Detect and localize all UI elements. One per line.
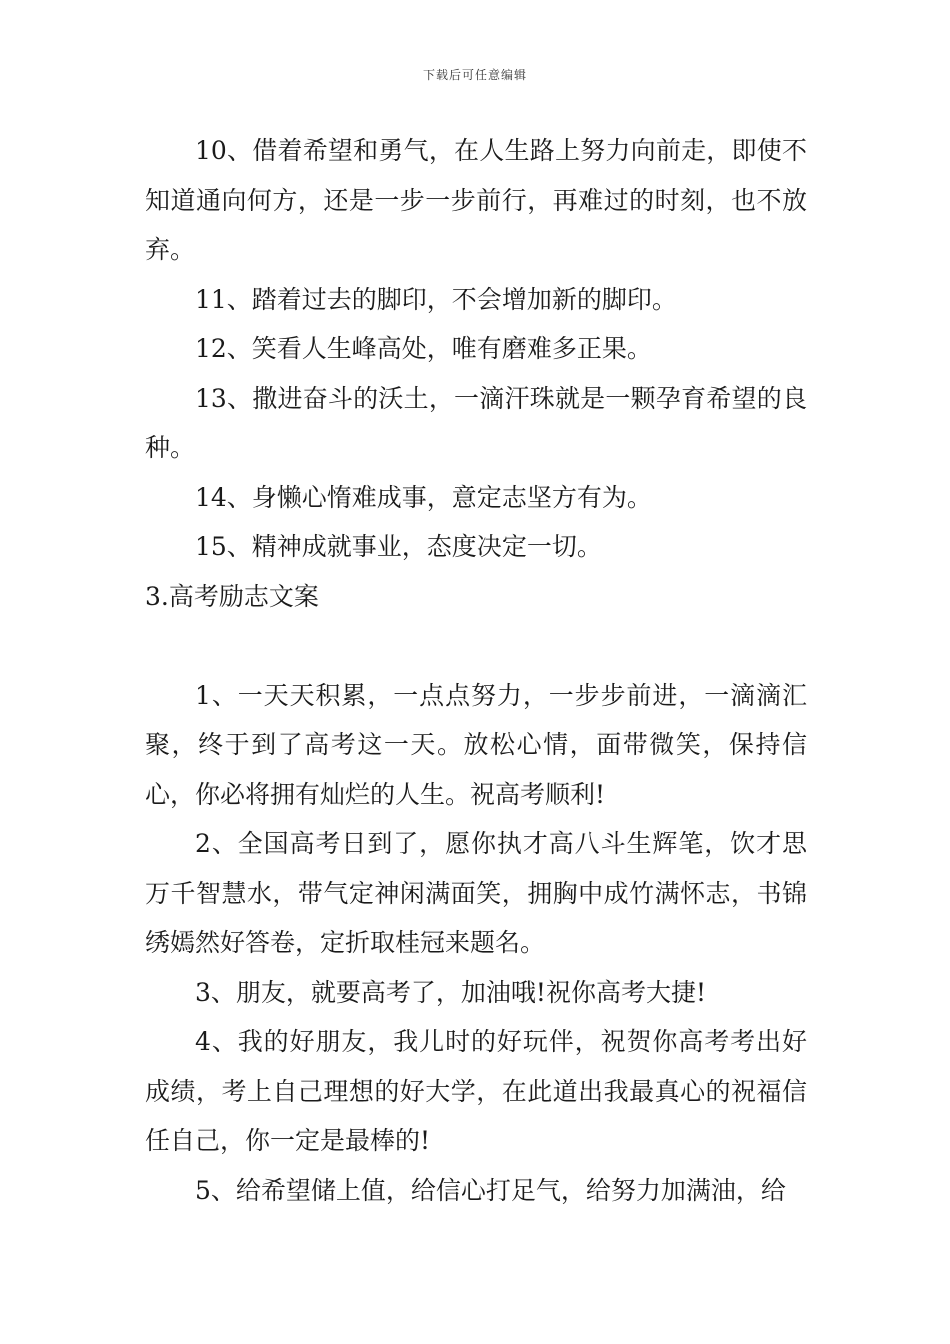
list-item: 1、一天天积累，一点点努力，一步步前进，一滴滴汇聚，终于到了高考这一天。放松心情，面带微笑，保持信心，你必将拥有灿烂的人生。祝高考顺利! (145, 680, 807, 809)
list-item: 4、我的好朋友，我儿时的好玩伴，祝贺你高考考出好成绩，考上自己理想的好大学，在此道出我最真心的祝福信任自己，你一定是最棒的! (145, 1027, 807, 1155)
document-body (145, 126, 807, 1215)
list-item: 15、精神成就事业，态度决定一切。 (195, 532, 602, 561)
section-title: 3.高考励志文案 (145, 581, 319, 611)
list-item: 5、给希望储上值，给信心打足气，给努力加满油，给 (195, 1175, 786, 1205)
list-item: 14、身懒心惰难成事，意定志坚方有为。 (195, 482, 652, 512)
list-item: 3、朋友，就要高考了，加油哦!祝你高考大捷! (195, 977, 707, 1007)
list-item: 2、全国高考日到了，愿你执才高八斗生辉笔，饮才思万千智慧水，带气定神闲满面笑，拥胸中成竹满怀志，书锦绣嫣然好答卷，定折取桂冠来题名。 (145, 829, 807, 957)
page-header: 下载后可任意编辑 (422, 68, 527, 82)
list-item: 12、笑看人生峰高处，唯有磨难多正果。 (195, 334, 652, 363)
list-item: 11、踏着过去的脚印，不会增加新的脚印。 (195, 284, 677, 314)
list-item: 13、撒进奋斗的沃土，一滴汗珠就是一颗孕育希望的良种。 (145, 383, 807, 462)
list-item: 10、借着希望和勇气，在人生路上努力向前走，即使不知道通向何方，还是一步一步前行，再难过的时刻，也不放弃。 (145, 136, 807, 264)
blank-spacer (145, 621, 807, 671)
